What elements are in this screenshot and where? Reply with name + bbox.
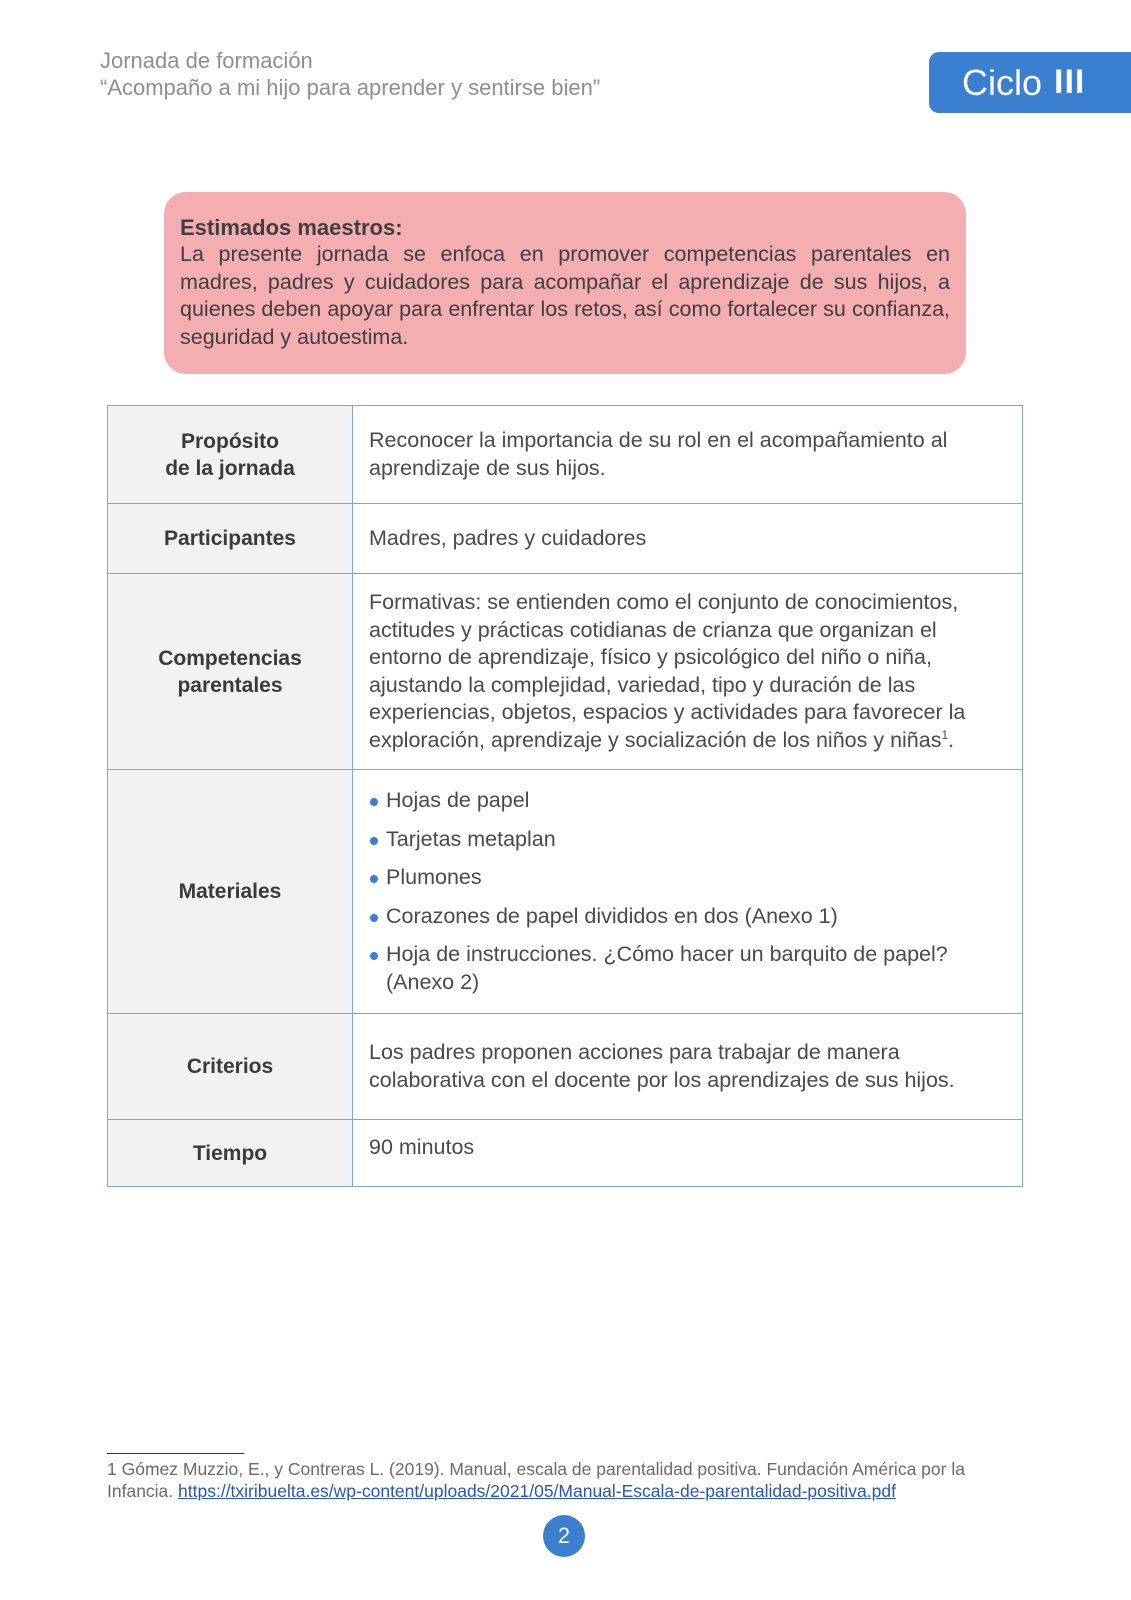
- row-criterios: [108, 1014, 1023, 1120]
- label-competencias-line1: Competencias: [158, 646, 302, 670]
- footnote-link[interactable]: https://txiribuelta.es/wp-content/uploads/2021/05/Manual-Escala-de-parentalidad-positiva.pdf: [178, 1481, 896, 1501]
- ciclo-number: III: [1054, 63, 1086, 101]
- footnote-ref: 1: [941, 727, 949, 742]
- label-competencias: [108, 574, 353, 770]
- footnote: [107, 1458, 1022, 1502]
- footnote-text: 1 Gómez Muzzio, E., y Contreras L. (2019). Manual, escala de parentalidad positiva. Fundación América por la Infancia.: [107, 1459, 965, 1501]
- label-proposito-line1: Propósito: [181, 429, 279, 453]
- list-item: Plumones: [369, 864, 1006, 892]
- header-line-2: “Acompaño a mi hijo para aprender y sentirse bien”: [100, 75, 601, 100]
- ciclo-label: Ciclo: [962, 61, 1043, 103]
- row-tiempo: [108, 1120, 1023, 1187]
- list-item: Corazones de papel divididos en dos (Anexo 1): [369, 903, 1006, 931]
- header-line-1: Jornada de formación: [100, 48, 313, 73]
- label-proposito-line2: de la jornada: [165, 456, 295, 480]
- teacher-note-callout: [164, 192, 966, 374]
- ciclo-tab: [929, 52, 1131, 113]
- callout-body: La presente jornada se enfoca en promover competencias parentales en madres, padres y cuidadores para acompañar el aprendizaje de sus hijos, a quienes deben apoyar para enfrentar los retos, así como fortalecer su confianza, seguridad y autoestima.: [180, 242, 950, 349]
- label-materiales: Materiales: [108, 770, 353, 1014]
- competencias-end: .: [948, 727, 955, 752]
- materials-list: [369, 787, 1006, 996]
- value-competencias: [353, 574, 1023, 770]
- label-participantes: Participantes: [108, 504, 353, 574]
- value-tiempo: 90 minutos: [353, 1120, 1023, 1187]
- list-item: Hoja de instrucciones. ¿Cómo hacer un barquito de papel? (Anexo 2): [369, 941, 1006, 996]
- label-criterios: Criterios: [108, 1014, 353, 1120]
- list-item: Tarjetas metaplan: [369, 826, 1006, 854]
- page-number: 2: [543, 1515, 585, 1557]
- row-proposito: [108, 406, 1023, 504]
- list-item: Hojas de papel: [369, 787, 1006, 815]
- value-materiales: [353, 770, 1023, 1014]
- label-tiempo: Tiempo: [108, 1120, 353, 1187]
- value-proposito: Reconocer la importancia de su rol en el acompañamiento al aprendizaje de sus hijos.: [353, 406, 1023, 504]
- value-criterios: Los padres proponen acciones para trabajar de manera colaborativa con el docente por los aprendizajes de sus hijos.: [353, 1014, 1023, 1120]
- session-info-table: [107, 405, 1023, 1187]
- row-materiales: [108, 770, 1023, 1014]
- row-competencias: [108, 574, 1023, 770]
- row-participantes: [108, 504, 1023, 574]
- value-participantes: Madres, padres y cuidadores: [353, 504, 1023, 574]
- competencias-text: Formativas: se entienden como el conjunto de conocimientos, actitudes y prácticas cotidianas de crianza que organizan el entorno de aprendizaje, físico y psicológico del niño o niña, ajustando la complejidad, variedad, tipo y duración de las experiencias, objetos, espacios y actividades para favorecer la exploración, aprendizaje y socialización de los niños y niñas: [369, 590, 966, 752]
- document-header: [100, 47, 600, 101]
- label-competencias-line2: parentales: [177, 673, 283, 697]
- footnote-divider: [107, 1453, 244, 1454]
- callout-title: Estimados maestros:: [180, 215, 403, 240]
- label-proposito: [108, 406, 353, 504]
